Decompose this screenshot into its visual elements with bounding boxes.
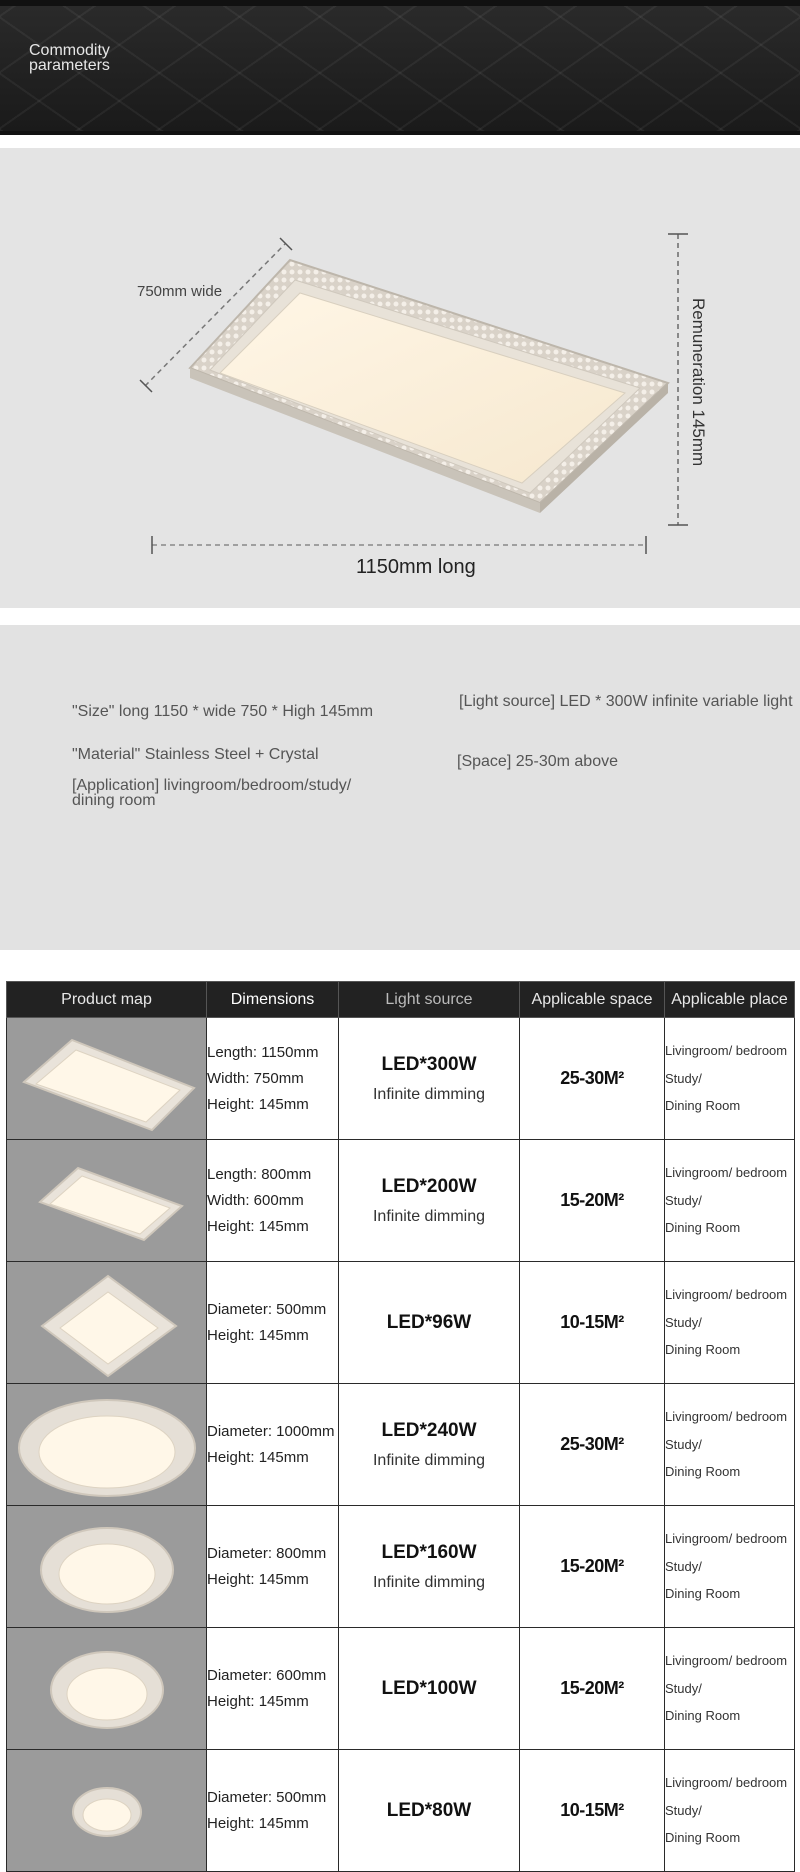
dimming-mode: Infinite dimming — [372, 1573, 486, 1591]
dimensions-cell — [207, 1506, 339, 1628]
wattage: LED*80W — [386, 1799, 472, 1821]
dimension-value: Diameter: 500mm — [207, 1789, 327, 1806]
dimension-value: Diameter: 800mm — [207, 1545, 327, 1562]
header-light-source: Light source — [339, 982, 520, 1018]
dimensions-cell — [207, 1262, 339, 1384]
light-source-cell — [339, 1018, 520, 1140]
dimension-value: Height: 145mm — [207, 1815, 309, 1832]
dimension-value: Height: 145mm — [207, 1693, 309, 1710]
dimension-value: Width: 600mm — [207, 1192, 304, 1209]
place-dining: Dining Room — [665, 1097, 741, 1113]
product-image — [7, 1262, 207, 1384]
place-dining: Dining Room — [665, 1341, 741, 1357]
light-source-cell — [339, 1750, 520, 1872]
applicable-place-cell — [665, 1628, 795, 1750]
spec-size: "Size" long 1150 * wide 750 * High 145mm — [72, 703, 374, 720]
header-applicable-space: Applicable space — [520, 982, 665, 1018]
applicable-space-cell: 25-30M² — [520, 1384, 665, 1506]
wattage: LED*240W — [381, 1419, 477, 1441]
applicable-space-cell: 10-15M² — [520, 1262, 665, 1384]
applicable-space-cell: 15-20M² — [520, 1628, 665, 1750]
dimension-value: Width: 750mm — [207, 1070, 304, 1087]
dimming-mode: Infinite dimming — [372, 1085, 486, 1103]
place-study: Study/ — [665, 1314, 702, 1330]
applicable-space-cell: 10-15M² — [520, 1750, 665, 1872]
dimension-value: Length: 800mm — [207, 1166, 312, 1183]
wattage: LED*200W — [381, 1175, 477, 1197]
spec-application: [Application] livingroom/bedroom/study/ dining room — [72, 777, 352, 809]
dimensions-cell — [207, 1018, 339, 1140]
light-source-cell — [339, 1262, 520, 1384]
place-living: Livingroom/ bedroom — [665, 1042, 788, 1058]
place-dining: Dining Room — [665, 1585, 741, 1601]
product-image — [7, 1506, 207, 1628]
dimension-value: Diameter: 600mm — [207, 1667, 327, 1684]
dimension-value: Diameter: 500mm — [207, 1301, 327, 1318]
place-living: Livingroom/ bedroom — [665, 1652, 788, 1668]
place-living: Livingroom/ bedroom — [665, 1774, 788, 1790]
height-label: Remuneration 145mm — [689, 298, 708, 467]
product-image — [7, 1628, 207, 1750]
table-row — [7, 1262, 795, 1384]
dimming-mode: Infinite dimming — [372, 1207, 486, 1225]
place-dining: Dining Room — [665, 1829, 741, 1845]
dimension-image — [0, 148, 800, 608]
place-study: Study/ — [665, 1436, 702, 1452]
applicable-place-cell — [665, 1018, 795, 1140]
dimension-value: Height: 145mm — [207, 1571, 309, 1588]
place-living: Livingroom/ bedroom — [665, 1286, 788, 1302]
place-study: Study/ — [665, 1558, 702, 1574]
wattage: LED*100W — [381, 1677, 477, 1699]
dimension-value: Height: 145mm — [207, 1449, 309, 1466]
spec-space: [Space] 25-30m above — [457, 753, 618, 770]
wattage: LED*96W — [386, 1311, 472, 1333]
table-row — [7, 1506, 795, 1628]
wattage: LED*300W — [381, 1053, 477, 1075]
product-image — [7, 1750, 207, 1872]
specifications-panel — [0, 625, 800, 950]
table-header-row — [7, 982, 795, 1018]
spec-light-source: [Light source] LED * 300W infinite variable light — [459, 693, 793, 710]
spec-material: "Material" Stainless Steel + Crystal — [72, 746, 319, 763]
dimension-value: Height: 145mm — [207, 1218, 309, 1235]
lamp-dimension-drawing — [0, 148, 800, 608]
applicable-space-cell: 15-20M² — [520, 1140, 665, 1262]
header-applicable-place: Applicable place — [665, 982, 795, 1018]
dimension-value: Height: 145mm — [207, 1327, 309, 1344]
length-label: 1150mm long — [356, 556, 476, 578]
product-table — [6, 981, 795, 1872]
product-image — [7, 1140, 207, 1262]
dimension-value: Height: 145mm — [207, 1096, 309, 1113]
place-study: Study/ — [665, 1680, 702, 1696]
dimension-value: Diameter: 1000mm — [207, 1423, 335, 1440]
light-source-cell — [339, 1384, 520, 1506]
dimensions-cell — [207, 1140, 339, 1262]
dimensions-cell — [207, 1628, 339, 1750]
applicable-place-cell — [665, 1262, 795, 1384]
place-study: Study/ — [665, 1802, 702, 1818]
commodity-parameters-banner — [0, 0, 800, 135]
place-study: Study/ — [665, 1070, 702, 1086]
place-living: Livingroom/ bedroom — [665, 1530, 788, 1546]
dimension-value: Length: 1150mm — [207, 1044, 319, 1061]
dimming-mode: Infinite dimming — [372, 1451, 486, 1469]
place-dining: Dining Room — [665, 1219, 741, 1235]
width-label: 750mm wide — [137, 283, 223, 300]
product-image — [7, 1018, 207, 1140]
dimensions-cell — [207, 1750, 339, 1872]
dimensions-cell — [207, 1384, 339, 1506]
applicable-place-cell — [665, 1506, 795, 1628]
table-row — [7, 1140, 795, 1262]
applicable-place-cell — [665, 1140, 795, 1262]
table-row — [7, 1018, 795, 1140]
place-living: Livingroom/ bedroom — [665, 1408, 788, 1424]
place-dining: Dining Room — [665, 1463, 741, 1479]
table-row — [7, 1384, 795, 1506]
place-study: Study/ — [665, 1192, 702, 1208]
light-source-cell — [339, 1140, 520, 1262]
table-row — [7, 1750, 795, 1872]
product-image — [7, 1384, 207, 1506]
light-source-cell — [339, 1506, 520, 1628]
applicable-place-cell — [665, 1384, 795, 1506]
table-row — [7, 1628, 795, 1750]
banner-title: Commodity parameters — [29, 42, 110, 74]
applicable-place-cell — [665, 1750, 795, 1872]
applicable-space-cell: 25-30M² — [520, 1018, 665, 1140]
wattage: LED*160W — [381, 1541, 477, 1563]
applicable-space-cell: 15-20M² — [520, 1506, 665, 1628]
place-living: Livingroom/ bedroom — [665, 1164, 788, 1180]
header-dimensions: Dimensions — [207, 982, 339, 1018]
light-source-cell — [339, 1628, 520, 1750]
place-dining: Dining Room — [665, 1707, 741, 1723]
header-product-map: Product map — [7, 982, 207, 1018]
